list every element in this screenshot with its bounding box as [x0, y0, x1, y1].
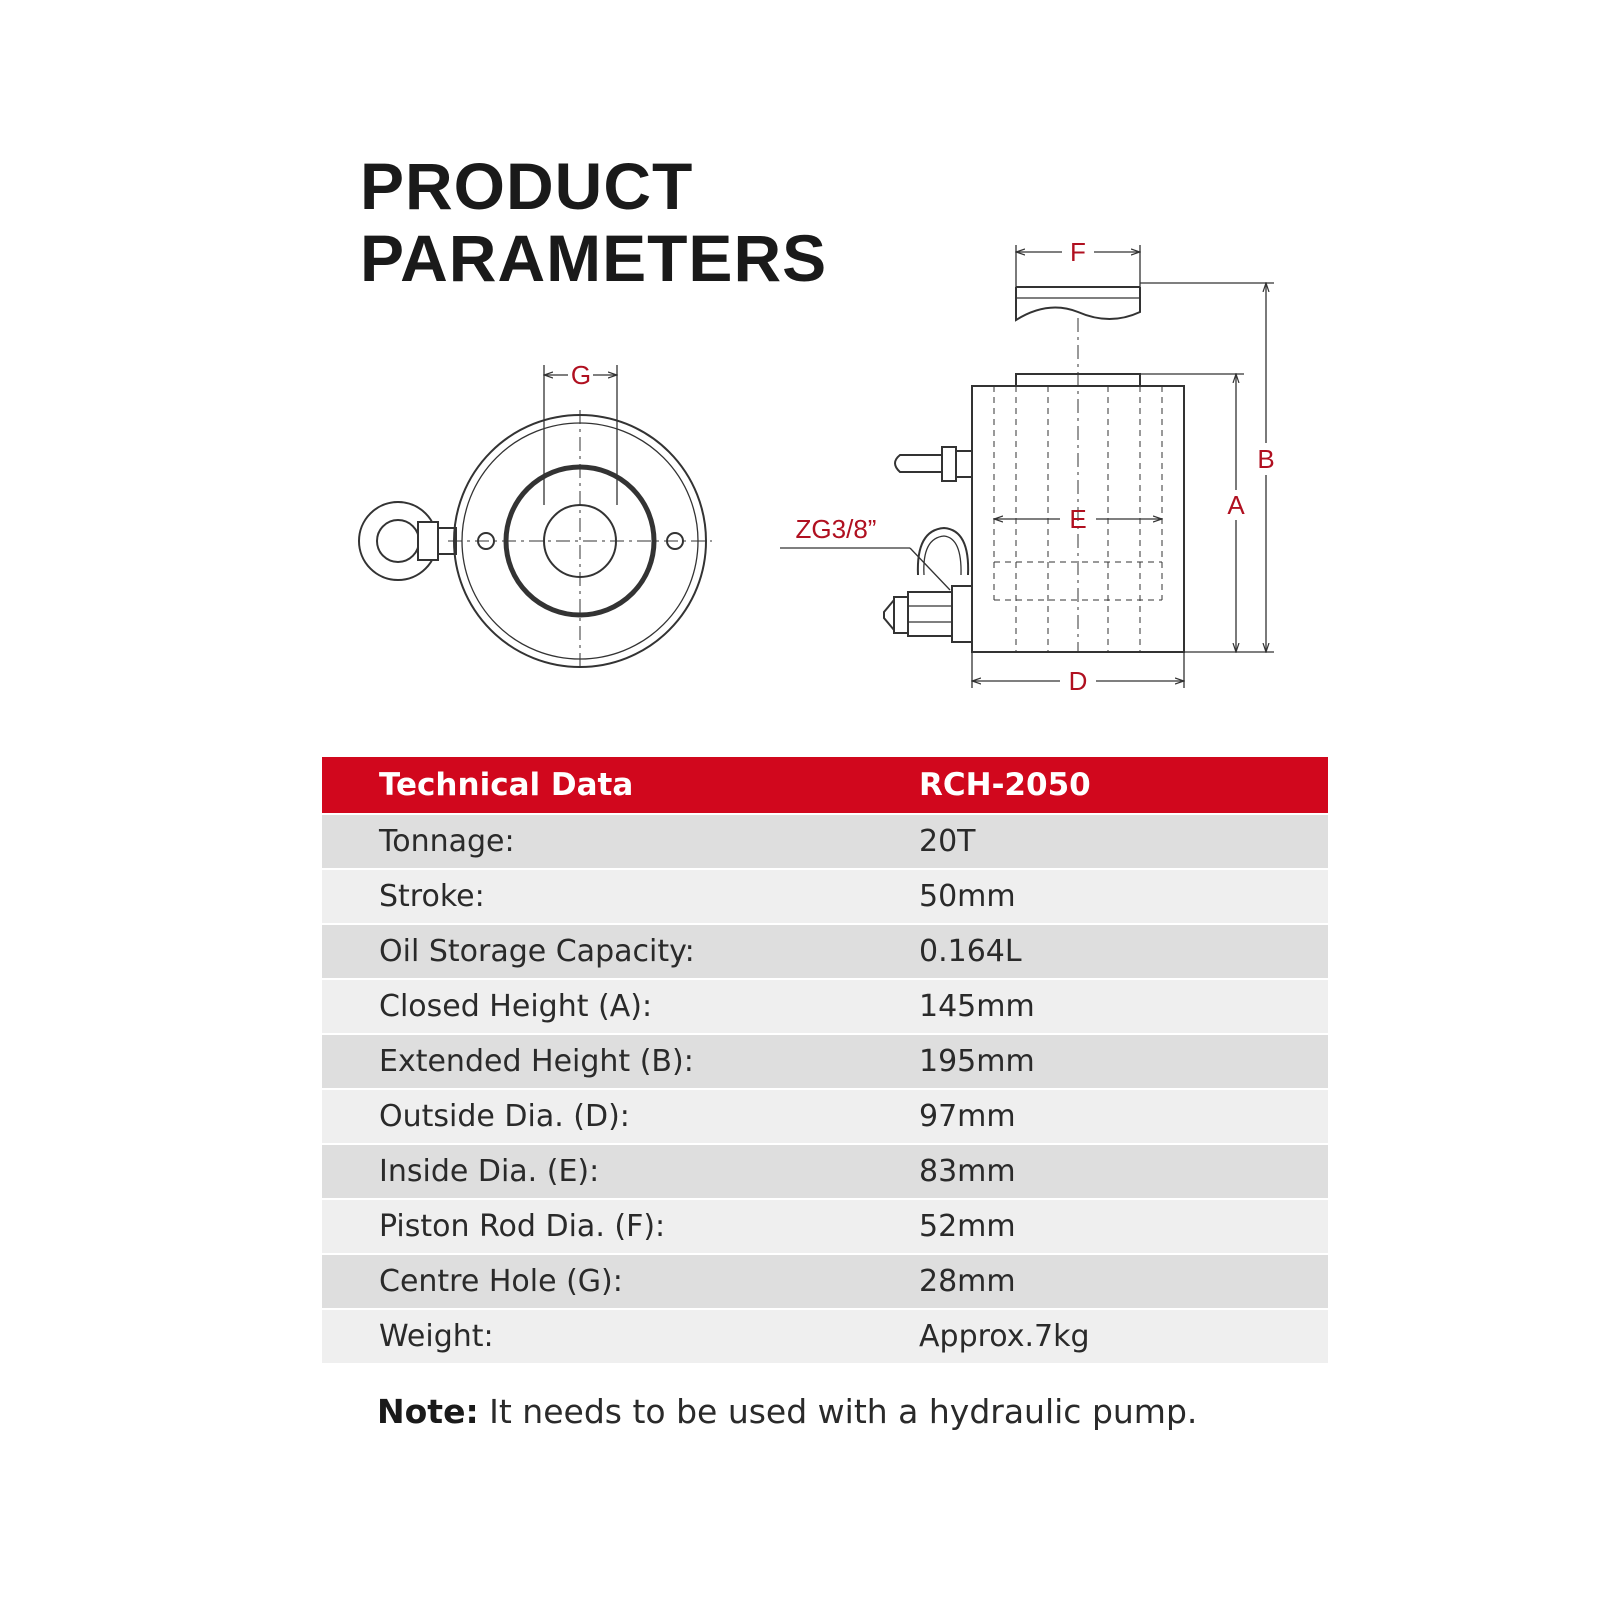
row-value: 20T	[899, 814, 1328, 869]
row-value: 195mm	[899, 1034, 1328, 1089]
table-row	[322, 1144, 1328, 1199]
dim-label-a: A	[1227, 490, 1245, 520]
table-row	[322, 1254, 1328, 1309]
vent-fitting-icon	[895, 447, 972, 481]
row-value: 28mm	[899, 1254, 1328, 1309]
title-line-2: PARAMETERS	[360, 221, 828, 295]
row-value: 145mm	[899, 979, 1328, 1034]
row-value: 50mm	[899, 869, 1328, 924]
eye-bolt-icon	[359, 502, 456, 580]
table-row	[322, 1199, 1328, 1254]
dim-label-d: D	[1068, 666, 1088, 696]
dim-label-b: B	[1257, 444, 1275, 474]
dim-label-e: E	[1069, 504, 1087, 534]
hydraulic-coupler-icon	[884, 528, 972, 642]
port-label: ZG3/8”	[795, 514, 877, 544]
row-label: Outside Dia. (D):	[322, 1089, 899, 1144]
table-row	[322, 1309, 1328, 1363]
table-row	[322, 1034, 1328, 1089]
usage-note	[377, 1392, 1197, 1431]
table-row	[322, 979, 1328, 1034]
row-label: Centre Hole (G):	[322, 1254, 899, 1309]
table-header-model: RCH-2050	[899, 757, 1328, 814]
side-view	[780, 245, 1274, 688]
row-value: Approx.7kg	[899, 1309, 1328, 1363]
technical-data-table	[322, 757, 1328, 1363]
note-text: It needs to be used with a hydraulic pump.	[478, 1392, 1198, 1431]
row-label: Tonnage:	[322, 814, 899, 869]
technical-drawing	[340, 225, 1330, 705]
table-row	[322, 1089, 1328, 1144]
table-row	[322, 924, 1328, 979]
table-header-row	[322, 757, 1328, 814]
row-label: Closed Height (A):	[322, 979, 899, 1034]
row-label: Extended Height (B):	[322, 1034, 899, 1089]
note-label: Note:	[377, 1392, 479, 1431]
row-label: Oil Storage Capacity:	[322, 924, 899, 979]
dim-label-f: F	[1070, 237, 1086, 267]
row-label: Weight:	[322, 1309, 899, 1363]
table-row	[322, 814, 1328, 869]
row-label: Piston Rod Dia. (F):	[322, 1199, 899, 1254]
row-value: 52mm	[899, 1199, 1328, 1254]
row-value: 83mm	[899, 1144, 1328, 1199]
title-line-1: PRODUCT	[360, 149, 694, 223]
top-view	[359, 365, 712, 672]
row-label: Inside Dia. (E):	[322, 1144, 899, 1199]
row-value: 97mm	[899, 1089, 1328, 1144]
table-header-label: Technical Data	[322, 757, 899, 814]
dim-label-g: G	[570, 360, 592, 390]
row-label: Stroke:	[322, 869, 899, 924]
row-value: 0.164L	[899, 924, 1328, 979]
table-row	[322, 869, 1328, 924]
